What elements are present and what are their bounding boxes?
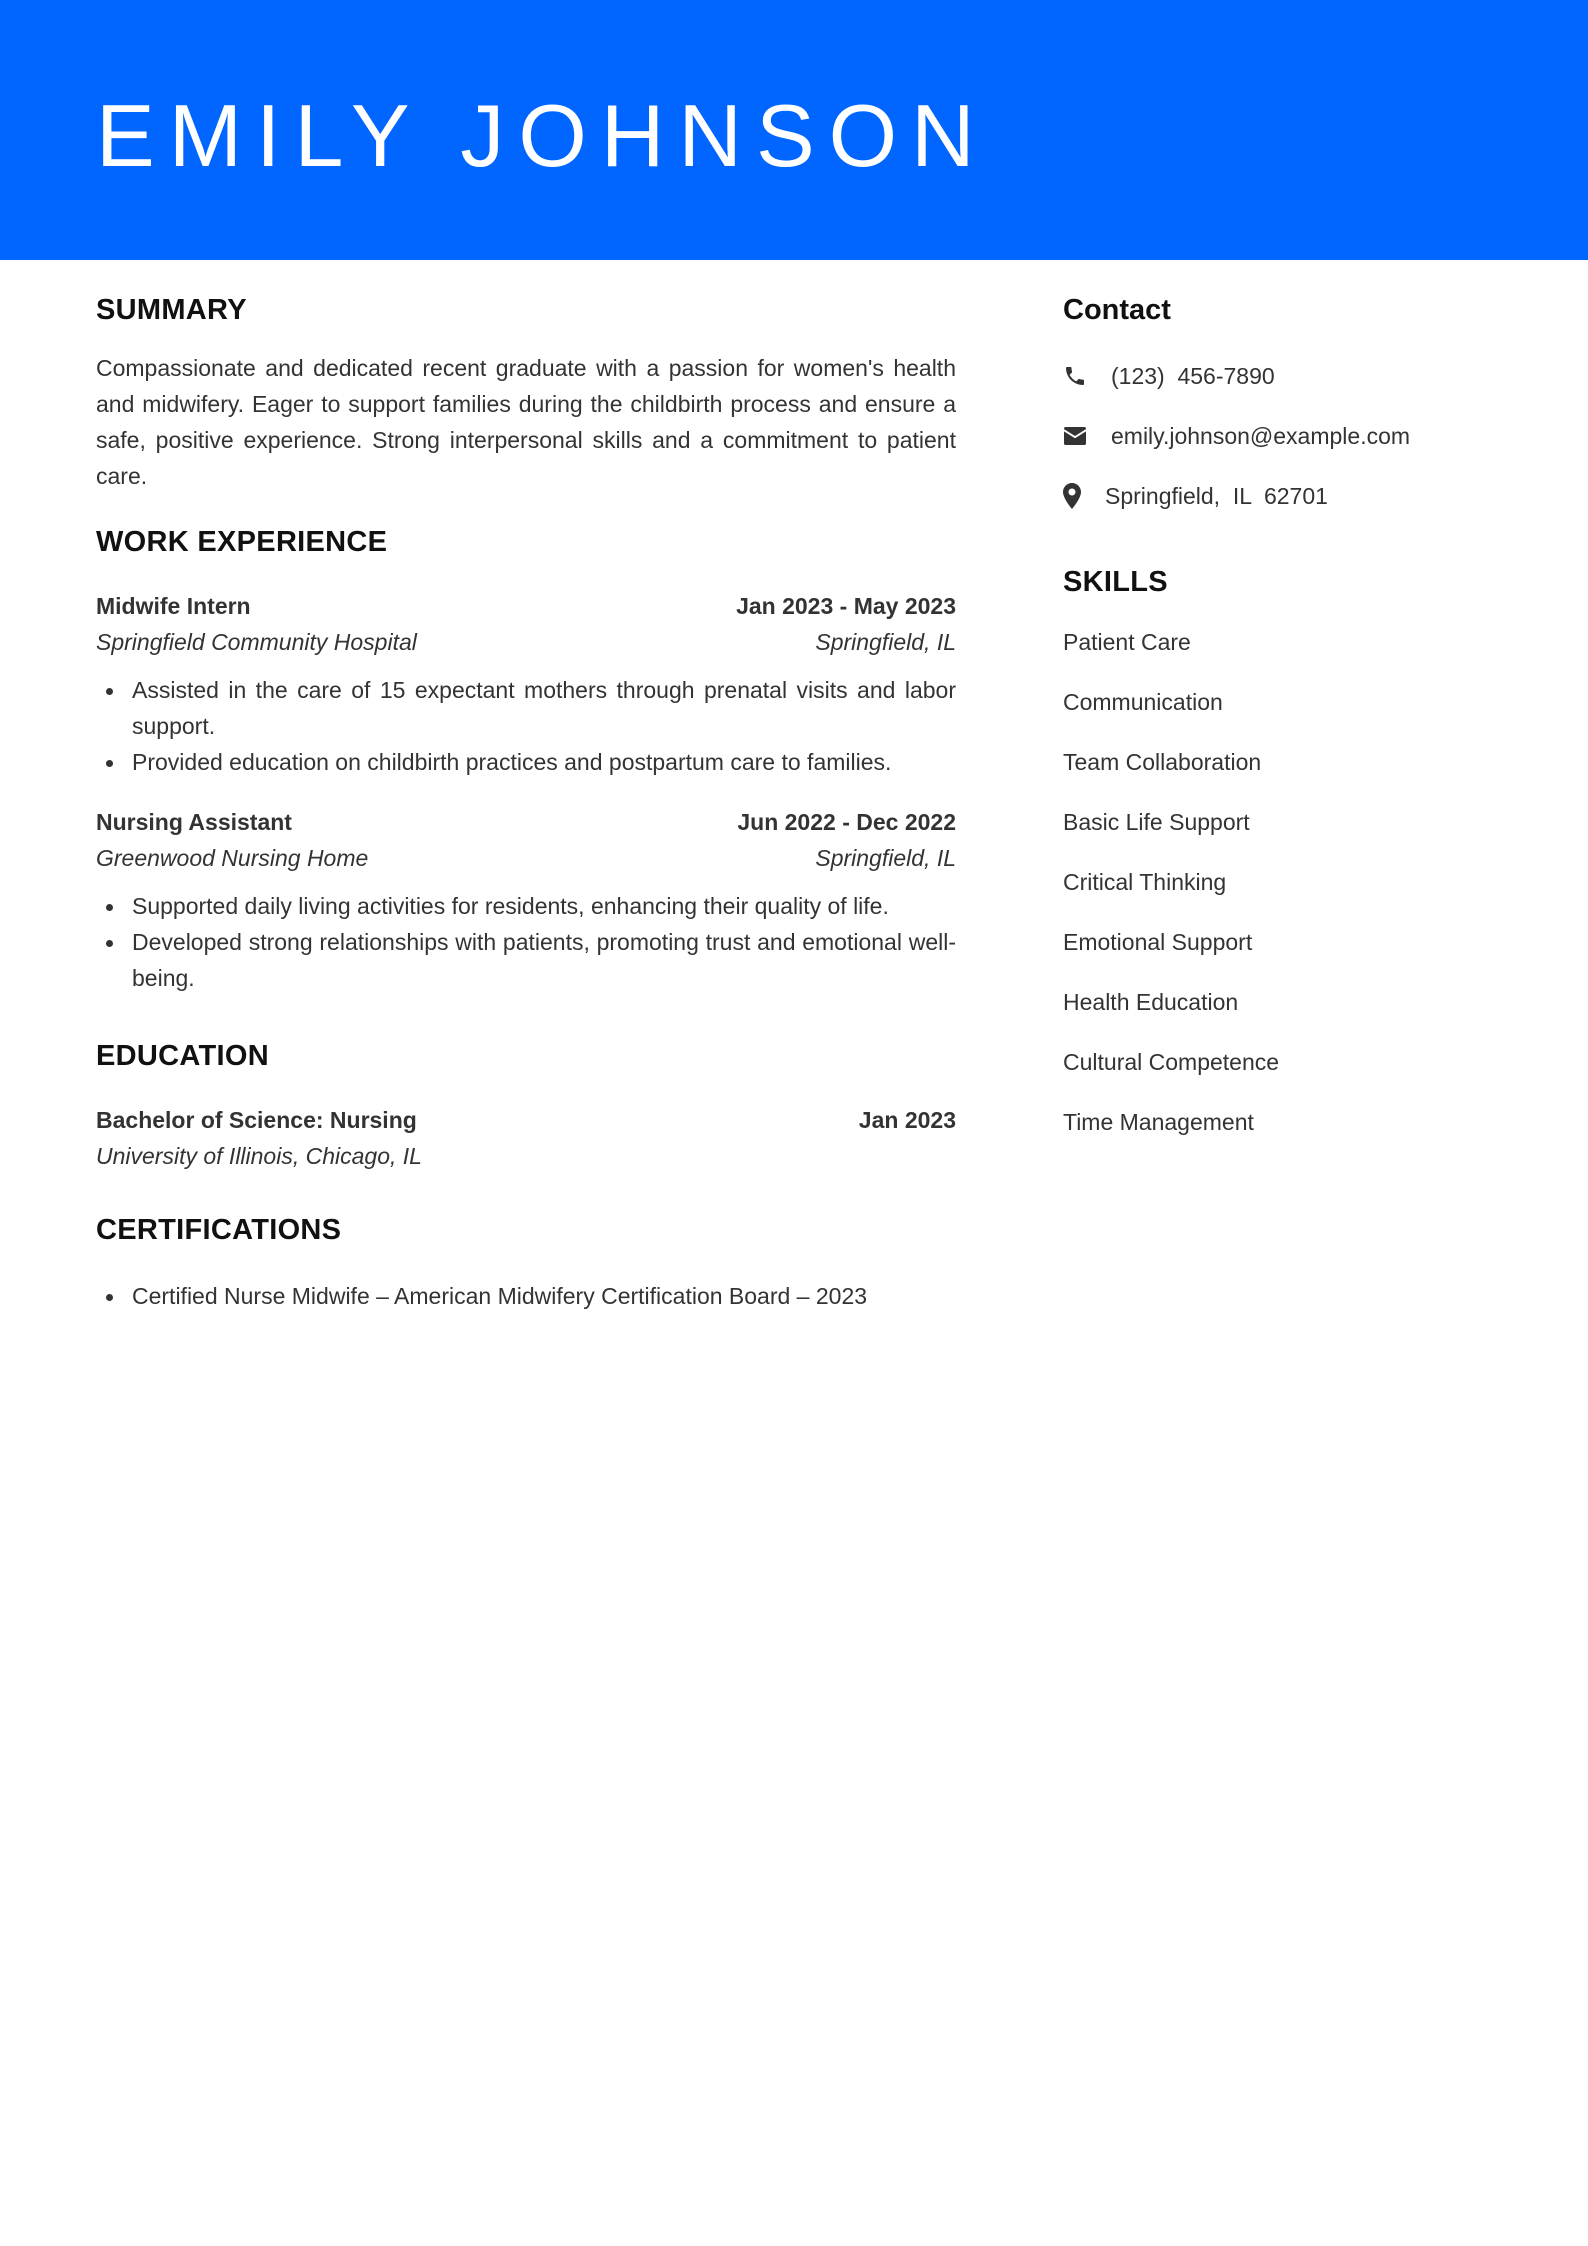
job-entry (96, 588, 956, 780)
skill-item: Patient Care (1063, 629, 1191, 655)
education-heading: EDUCATION (96, 1040, 269, 1072)
job-bullets (96, 888, 956, 996)
certifications-section (96, 1210, 956, 1314)
job-bullets (96, 672, 956, 780)
summary-text: Compassionate and dedicated recent graduate with a passion for women's health and midwifery. Eager to support families during the childbirth process and ensure a safe, positive experience. Strong interpersonal skills and a commitment to patient care. (96, 355, 956, 489)
work-experience-section (96, 522, 956, 996)
skills-section (1063, 562, 1503, 1140)
job-location: Springfield, IL (815, 845, 956, 871)
job-bullet: Supported daily living activities for residents, enhancing their quality of life. (132, 888, 956, 924)
candidate-name: EMILY JOHNSON (96, 86, 989, 185)
education-header-row (96, 1102, 956, 1138)
skill-item: Health Education (1063, 989, 1239, 1015)
job-organization: Greenwood Nursing Home (96, 845, 369, 871)
summary-heading: SUMMARY (96, 294, 247, 326)
skill-item: Emotional Support (1063, 929, 1253, 955)
skill-item: Basic Life Support (1063, 809, 1250, 835)
contact-list (1063, 358, 1503, 514)
contact-heading: Contact (1063, 294, 1171, 326)
job-dates: Jan 2023 - May 2023 (736, 593, 956, 619)
job-role: Nursing Assistant (96, 809, 292, 835)
sidebar-column (1063, 290, 1503, 1164)
degree: Bachelor of Science: Nursing (96, 1107, 417, 1133)
contact-address (1063, 478, 1503, 514)
job-bullet: Developed strong relationships with patients, promoting trust and emotional well-being. (132, 924, 956, 996)
job-bullet: Provided education on childbirth practices and postpartum care to families. (132, 744, 956, 780)
certifications-heading: CERTIFICATIONS (96, 1214, 342, 1246)
job-entry (96, 804, 956, 996)
skill-item: Team Collaboration (1063, 749, 1262, 775)
education-school-row (96, 1138, 956, 1174)
education-entry (96, 1102, 956, 1174)
education-section (96, 1036, 956, 1174)
graduation-date: Jan 2023 (858, 1107, 956, 1133)
skill-item: Critical Thinking (1063, 869, 1227, 895)
map-pin-icon (1063, 483, 1083, 509)
phone-icon (1063, 363, 1089, 389)
job-header-row (96, 804, 956, 840)
job-org-row (96, 840, 956, 876)
header-banner (0, 0, 1588, 260)
job-dates: Jun 2022 - Dec 2022 (737, 809, 956, 835)
certification-item: Certified Nurse Midwife – American Midwifery Certification Board – 2023 (132, 1278, 956, 1314)
job-location: Springfield, IL (815, 629, 956, 655)
skill-item: Communication (1063, 689, 1223, 715)
school: University of Illinois, Chicago, IL (96, 1143, 422, 1169)
main-column (96, 290, 956, 1314)
contact-phone (1063, 358, 1503, 394)
contact-section (1063, 290, 1503, 514)
job-organization: Springfield Community Hospital (96, 629, 417, 655)
work-experience-heading: WORK EXPERIENCE (96, 526, 388, 558)
skill-item: Cultural Competence (1063, 1049, 1280, 1075)
skill-list (1063, 624, 1503, 1140)
job-org-row (96, 624, 956, 660)
job-role: Midwife Intern (96, 593, 251, 619)
certification-list (96, 1278, 956, 1314)
skills-heading: SKILLS (1063, 566, 1168, 598)
phone-number: (123) 456-7890 (1111, 363, 1275, 389)
address: Springfield, IL 62701 (1105, 483, 1328, 509)
email-address: emily.johnson@example.com (1111, 423, 1411, 449)
job-bullet: Assisted in the care of 15 expectant mothers through prenatal visits and labor support. (132, 672, 956, 744)
envelope-icon (1063, 423, 1089, 449)
summary-section (96, 290, 956, 494)
contact-email (1063, 418, 1503, 454)
job-header-row (96, 588, 956, 624)
skill-item: Time Management (1063, 1109, 1254, 1135)
